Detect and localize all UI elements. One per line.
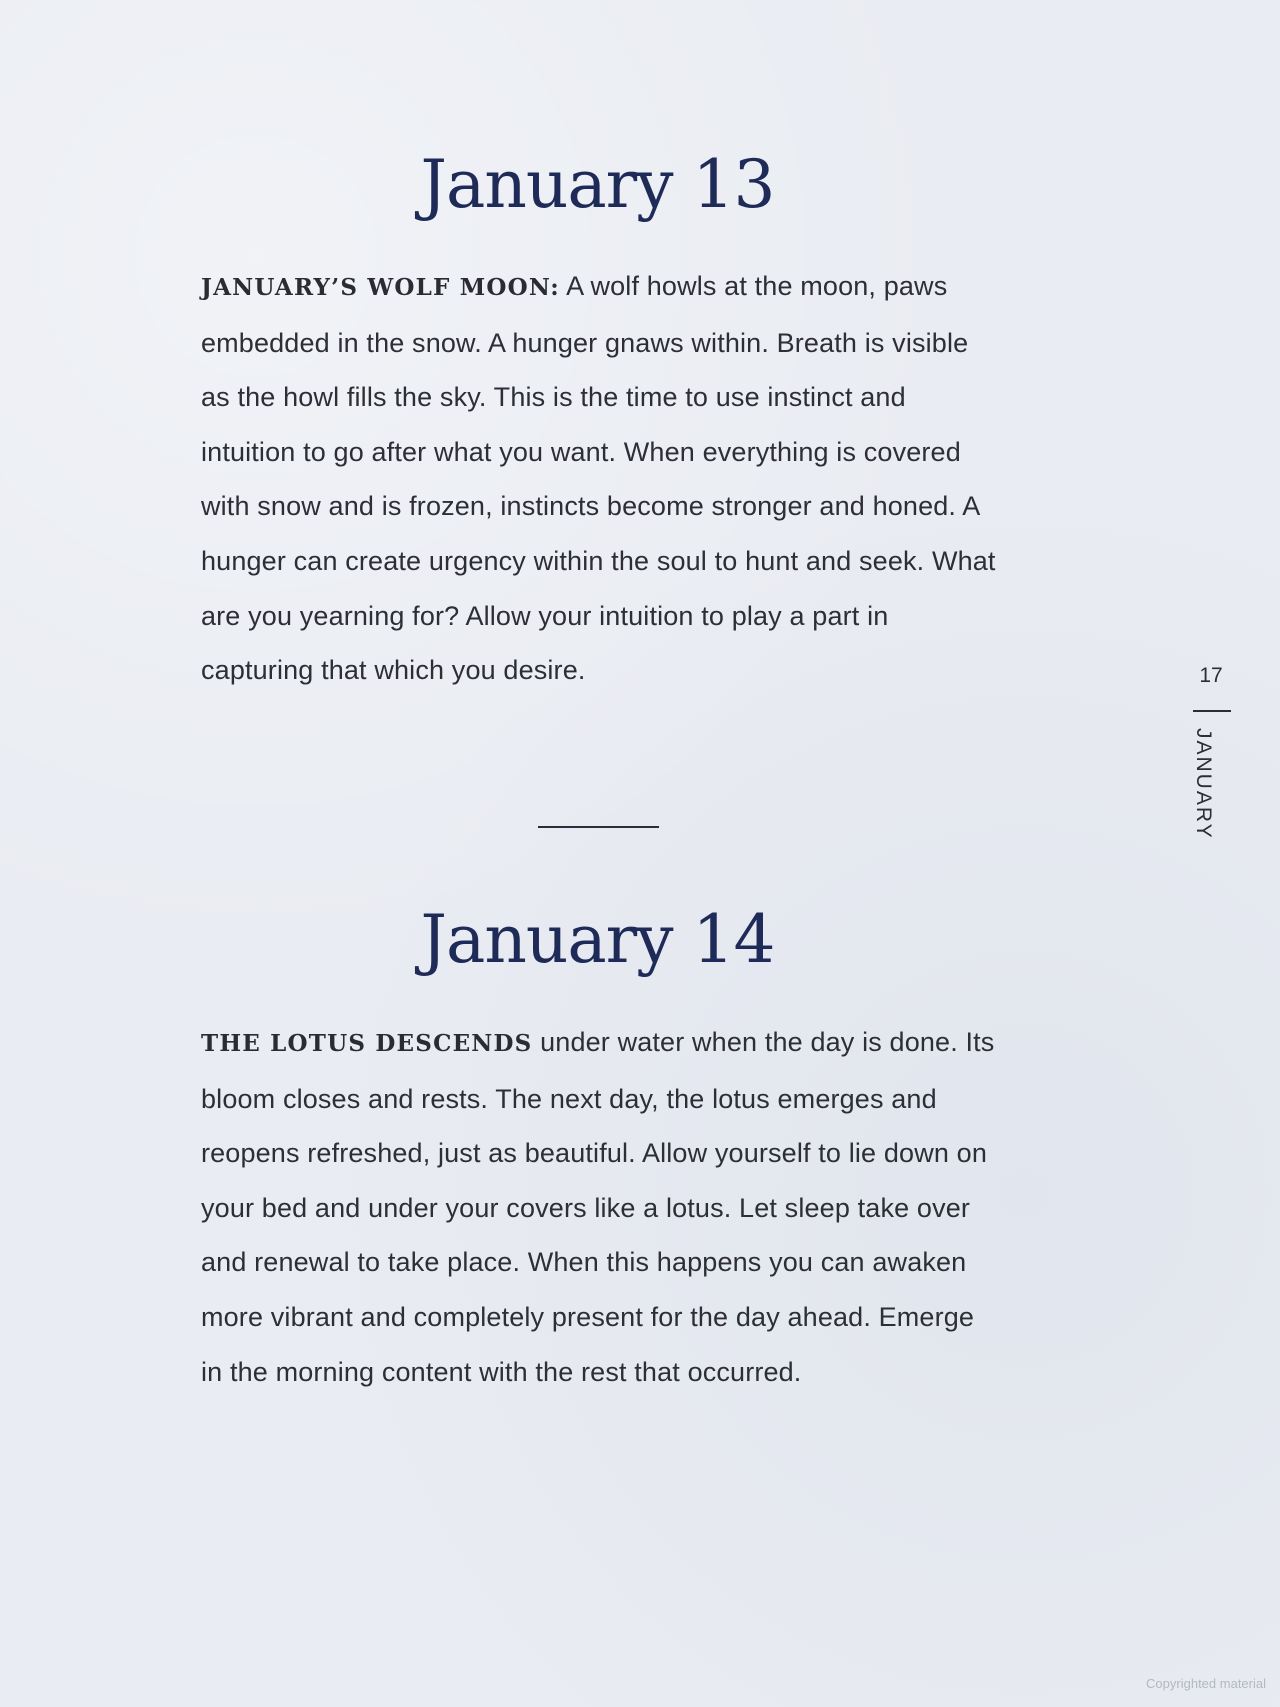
entry-title-january-13: January 13 (420, 146, 775, 223)
section-label: JANUARY (1192, 728, 1215, 840)
section-divider (538, 826, 659, 828)
entry-body-january-14 (201, 1015, 1001, 1399)
entry-lead-in: JANUARY’S WOLF MOON: (201, 274, 560, 301)
entry-lead-in: THE LOTUS DESCENDS (201, 1030, 533, 1057)
entry-body-january-13 (201, 259, 1001, 698)
entry-text: A wolf howls at the moon, paws embedded in the snow. A hunger gnaws within. Breath is visible as the howl fills the sky. This is the time to use instinct and intuition to go after what you want. When everything is covered with snow and is frozen, instincts become stronger and honed. A hunger can create urgency within the soul to hunt and seek. What are you yearning for? Allow your intuition to play a part in capturing that which you desire. (201, 271, 996, 686)
page-number: 17 (1199, 664, 1223, 687)
entry-title-january-14: January 14 (420, 901, 775, 978)
page-folio (1180, 664, 1242, 884)
copyright-watermark: Copyrighted material (1146, 1676, 1266, 1691)
entry-text: under water when the day is done. Its bloom closes and rests. The next day, the lotus emerges and reopens refreshed, just as beautiful. Allow yourself to lie down on your bed and under your covers like a lotus. Let sleep take over and renewal to take place. When this happens you can awaken more vibrant and completely present for the day ahead. Emerge in the morning content with the rest that occurred. (201, 1027, 995, 1387)
folio-divider (1193, 710, 1231, 712)
